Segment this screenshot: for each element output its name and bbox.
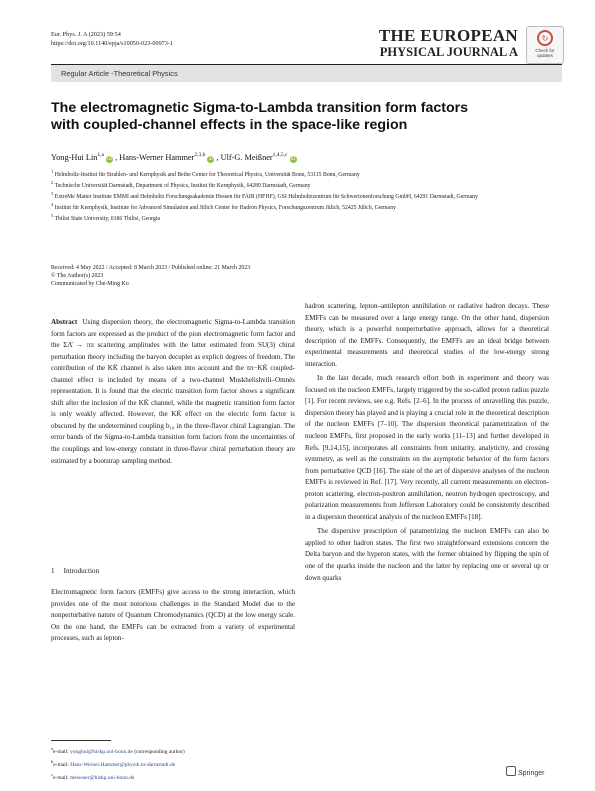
right-paragraph-2: In the last decade, much research effort both in experiment and theory was focused on the nucleon EMFFs, largely triggered by the so-called proton radius puzzle [1]. For recent reviews, see e.g. Refs. [2–6]. In the process of unravelling this puzzle, dispersion theory has played and is playing a crucial role in the theoretical description of the nucleon EMFFs [7–10]. The dispersion theoretical parametrization of the nucleon EMFFs, first proposed in the early works [11–13] and further developed in Refs. [9,14,15], incorporates all constraints from unitarity, analyticity, and crossing symmetry, as well as the constraints on the asymptotic behavior of the form factors from perturbative QCD [16]. The state of the art of dispersive analyses of the nucleon EMFFs is reviewed in Ref. [17]. Very recently, all current measurements on electron-proton scattering, electron-positron annihilation, neutron hydrogen spectroscopy, and polarization measurements from Jefferson Laboratory could be consistently described in a dispersion theoretical analysis of the nucleon EMFFs [18]. bbox=[305, 374, 549, 521]
email-link[interactable]: Hans-Werner.Hammer@physik.tu-darmstadt.de bbox=[70, 761, 176, 768]
journal-name-line1: THE EUROPEAN bbox=[378, 26, 518, 45]
footnote-note: (corresponding author) bbox=[134, 748, 185, 755]
affiliation-text: Technische Universität Darmstadt, Department of Physics, Institut für Kernphysik, 64289 Darmstadt, Germany bbox=[54, 183, 311, 190]
header-meta bbox=[51, 30, 173, 48]
copyright-line: © The Author(s) 2023 bbox=[51, 273, 104, 280]
doi-link[interactable]: https://doi.org/10.1140/epja/s10050-023-00973-1 bbox=[51, 40, 174, 47]
article-type-banner: Regular Article -Theoretical Physics bbox=[51, 65, 562, 82]
right-paragraph-1: hadron scattering, lepton–antilepton annihilation or radiative hadron decays. These EMFFs can be measured over a large energy range. On the other hand, dispersion theory, which is a powerful nonperturbative approach, allows for a theoretical description of the EMFFs. Consequently, the EMFFs are an ideal bridge between experimental measurements and theoretical studies of the low-energy strong interaction. bbox=[305, 302, 549, 368]
badge-label-line2: updates bbox=[536, 53, 553, 58]
affiliation-item bbox=[51, 179, 566, 190]
title-line-2: with coupled-channel effects in the space-like region bbox=[51, 117, 408, 133]
publisher-name: Springer bbox=[518, 770, 545, 777]
publisher-logo bbox=[506, 766, 544, 777]
journal-citation: Eur. Phys. J. A (2023) 59:54 bbox=[51, 31, 121, 38]
right-paragraph-3: The dispersive prescription of parametrizing the nucleon EMFFs can also be applied to other hadron states. The first two straightforward extensions concern the Delta baryon and the hyperon states, with the former obtained by flipping the spin of one of the quarks inside the nucleon and the latter by replacing one or several up or down quarks bbox=[305, 527, 549, 582]
intro-text: Electromagnetic form factors (EMFFs) give access to the strong interaction, which provides one of the most notorious challenges in the Standard Model due to the nonperturbative nature of Quantum Chromodynamics (QCD) at the low energy scale. On the one hand, the EMFFs can be extracted from a variety of experimental processes, such as lepton- bbox=[51, 588, 295, 643]
journal-name-line2: PHYSICAL JOURNAL A bbox=[379, 45, 518, 59]
affiliation-item bbox=[51, 168, 566, 179]
footnote-label: e-mail: bbox=[53, 761, 69, 768]
abstract-text: Using dispersion theory, the electromagnetic Sigma-to-Lambda transition form factors are expressed as the product of the pion electromagnetic form factor and the ΣΛ̄ → ππ scattering amplitudes with the latter estimated from SU(3) chiral perturbation theory including the baryon decuplet as explicit degrees of freedom. The contribution of the KK̄ channel is also taken into account and the ππ−KK̄ coupled-channel effect is included by means of a two-channel Muskhelishvili–Omnès representation. It is found that the electric transition form factor shows a significant shift after the inclusion of the KK̄ channel, while the magnetic transition form factor is only weakly affected. However, the KK̄ effect on the electric form factor is obscured by the undetermined coupling b₁₀ in the three-flavor chiral Lagrangian. The error bands of the Sigma-to-Lambda transition form factors from the uncertainties of the couplings and low-energy constant in three-flavor chiral perturbation theory are estimated by a bootstrap sampling method. bbox=[51, 318, 295, 465]
communicated-by: Communicated by Che-Ming Ko bbox=[51, 281, 129, 288]
footnote-list bbox=[51, 744, 185, 782]
affiliation-num: 4 bbox=[51, 202, 54, 208]
orcid-icon[interactable]: iD bbox=[208, 156, 214, 162]
footnote-label: e-mail: bbox=[53, 748, 69, 755]
affiliation-num: 5 bbox=[51, 213, 54, 219]
author-name: Yong-Hui Lin bbox=[51, 152, 98, 162]
author-affil-sup: 1,4,5,c bbox=[272, 152, 288, 158]
affiliation-num: 1 bbox=[51, 169, 54, 174]
affiliation-list bbox=[51, 168, 566, 224]
affiliation-text: ExtreMe Matter Institute EMMI and Helmholtz Forschungsakademie Hessen für FAIR (HFHF), GSI Helmholtzzentrum für Schwerionenforschung GmbH, 64291 Darmstadt, Germany bbox=[54, 194, 478, 201]
springer-horse-icon bbox=[506, 766, 516, 776]
affiliation-num: 3 bbox=[51, 191, 54, 197]
footnote-sup: b bbox=[51, 758, 54, 764]
footnote-item bbox=[51, 757, 185, 770]
publication-dates bbox=[51, 264, 250, 289]
affiliation-num: 2 bbox=[51, 180, 54, 186]
affiliation-text: Helmholtz-Institut für Strahlen- und Kernphysik and Bethe Center for Theoretical Physics, Universität Bonn, 53115 Bonn, Germany bbox=[54, 171, 360, 178]
author-affil-sup: 2,3,b bbox=[194, 152, 206, 158]
footnote-divider bbox=[51, 740, 111, 741]
abstract bbox=[51, 317, 295, 467]
footnote-item bbox=[51, 770, 185, 783]
paper-title bbox=[51, 100, 551, 134]
email-link[interactable]: yonghui@hiskp.uni-bonn.de bbox=[70, 748, 133, 755]
author-name: Hans-Werner Hammer bbox=[119, 152, 195, 162]
footnote-sup: a bbox=[51, 746, 54, 751]
refresh-icon: ↻ bbox=[537, 30, 553, 46]
affiliation-text: Tbilisi State University, 0186 Tbilisi, Georgia bbox=[54, 216, 160, 223]
badge-label-line1: Check for bbox=[535, 48, 555, 53]
journal-logo bbox=[368, 27, 518, 61]
intro-paragraph bbox=[51, 587, 295, 645]
affiliation-text: Institut für Kernphysik, Institute for Advanced Simulation and Jülich Center for Hadron Physics, Forschungszentrum Jülich, 52425 Jülich, Germany bbox=[54, 205, 396, 212]
right-column bbox=[305, 301, 549, 584]
received-dates: Received: 4 May 2022 / Accepted: 8 March 2023 / Published online: 21 March 2023 bbox=[51, 265, 251, 271]
abstract-label: Abstract bbox=[51, 318, 78, 326]
author-affil-sup: 1,a bbox=[97, 152, 104, 158]
email-link[interactable]: meissner@hiskp.uni-bonn.de bbox=[70, 774, 135, 781]
author-name: Ulf-G. Meißner bbox=[220, 152, 273, 162]
orcid-icon[interactable]: iD bbox=[107, 156, 112, 162]
affiliation-item bbox=[51, 201, 566, 212]
footnote-item bbox=[51, 744, 185, 757]
orcid-icon[interactable]: iD bbox=[290, 156, 296, 162]
section-title: Introduction bbox=[63, 567, 100, 575]
section-heading bbox=[51, 567, 99, 575]
affiliation-item bbox=[51, 190, 566, 201]
footnote-label: e-mail: bbox=[53, 774, 69, 781]
affiliation-item bbox=[51, 212, 566, 223]
title-line-1: The electromagnetic Sigma-to-Lambda transition form factors bbox=[51, 100, 469, 116]
section-number: 1 bbox=[51, 567, 55, 575]
footnote-sup: c bbox=[51, 771, 54, 777]
author-list: Yong-Hui Lin$^{1,a}$ iD , Hans-Werner Hammer$^{2,3,b}$ iD , Ulf-G. Meißner$^{1,4,5,c}$ iD bbox=[51, 152, 296, 162]
check-for-updates-badge[interactable] bbox=[526, 26, 564, 64]
